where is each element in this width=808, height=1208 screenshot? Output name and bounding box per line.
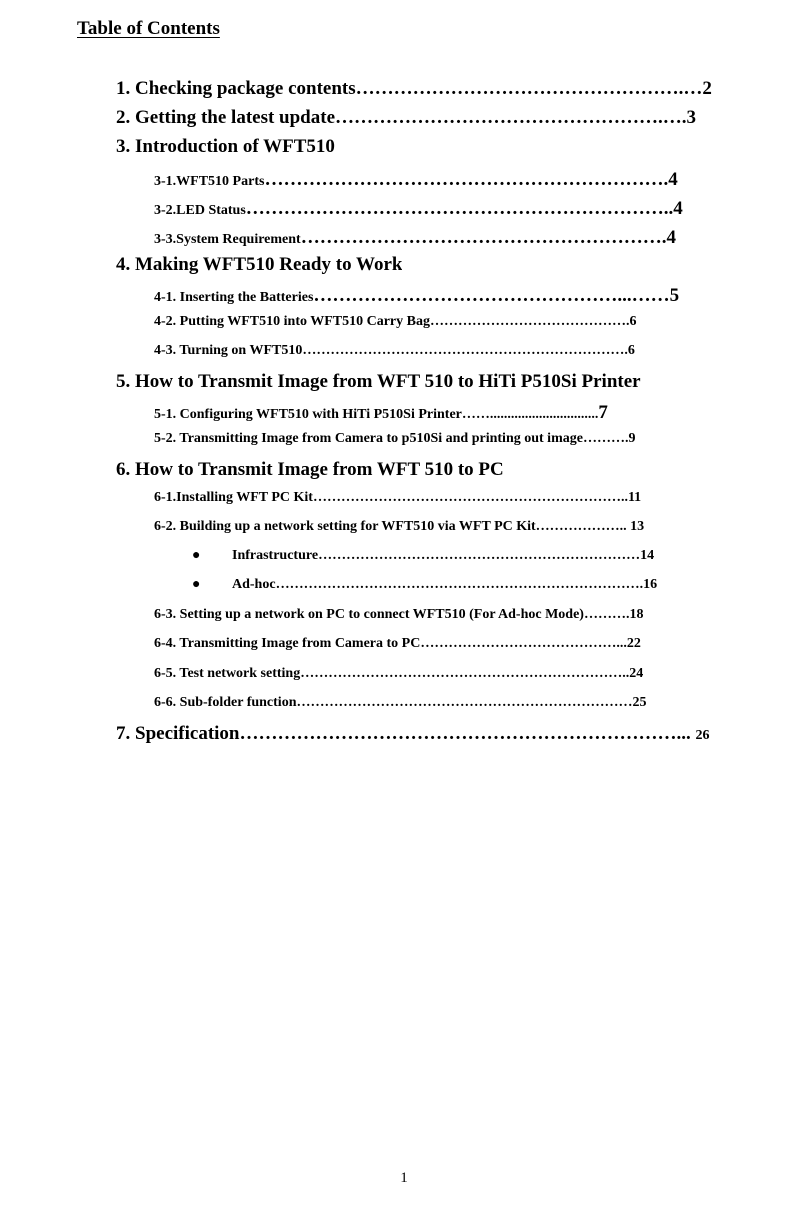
toc-entry-title: 3. Introduction of WFT510 — [116, 136, 335, 157]
toc-entry — [154, 314, 637, 330]
toc-entry — [154, 490, 641, 506]
toc-page-number: 5 — [669, 285, 680, 306]
toc-entry-title: 6-4. Transmitting Image from Camera to PC — [154, 636, 421, 651]
toc-entry-title: 6-6. Sub-folder function — [154, 695, 297, 710]
toc-entry — [154, 695, 646, 711]
toc-leader: ……………….. — [535, 519, 631, 534]
toc-entry-title: 6. How to Transmit Image from WFT 510 to PC — [116, 459, 504, 480]
toc-entry — [116, 723, 710, 745]
toc-page-number: 24 — [629, 666, 644, 681]
toc-page-number: 11 — [627, 490, 642, 505]
toc-entry-title: 3-1.WFT510 Parts — [154, 174, 265, 189]
toc-entry-title: Infrastructure — [232, 548, 319, 563]
toc-entry-title: 4-2. Putting WFT510 into WFT510 Carry Bag — [154, 314, 430, 329]
toc-leader: ……………………………………………………………………. — [275, 577, 644, 592]
toc-entry — [154, 198, 683, 220]
toc-page-number: 2 — [702, 78, 712, 99]
toc-entry-title: 2. Getting the latest update — [116, 107, 336, 128]
toc-page-number: 9 — [628, 431, 636, 446]
toc-page-number: 6 — [627, 343, 635, 358]
toc-entry-title: 7. Specification — [116, 723, 240, 744]
toc-leader: …………………………………………….…. — [335, 107, 687, 128]
page-number: 1 — [400, 1170, 408, 1186]
toc-leader: ………. — [582, 431, 629, 446]
toc-entry-title: 6-2. Building up a network setting for WFT510 via WFT PC Kit — [154, 519, 536, 534]
toc-entry — [154, 519, 644, 535]
toc-entry — [116, 107, 696, 129]
toc-leader: ………………………………………………………….. — [245, 198, 674, 219]
bullet-icon: ● — [192, 577, 201, 592]
toc-entry-title: 1. Checking package contents — [116, 78, 356, 99]
toc-leader: ……………………………………………………………. — [302, 343, 628, 358]
toc-leader: ………. — [583, 607, 630, 622]
toc-heading: Table of Contents — [77, 18, 220, 39]
toc-entry-title: 3-2.LED Status — [154, 203, 246, 218]
toc-page-number: 16 — [643, 577, 658, 592]
toc-entry-title: 5-2. Transmitting Image from Camera to p510Si and printing out image — [154, 431, 583, 446]
toc-entry-title: Ad-hoc — [232, 577, 276, 592]
toc-entry — [154, 285, 679, 307]
toc-entry-title: 6-1.Installing WFT PC Kit — [154, 490, 313, 505]
toc-entry-title: 4. Making WFT510 Ready to Work — [116, 254, 403, 275]
toc-page-number: 26 — [695, 728, 710, 743]
toc-page-number: 4 — [666, 227, 676, 248]
toc-entry — [154, 636, 641, 652]
toc-leader: …………………………………………………………….. — [300, 666, 630, 681]
toc-page-number: 4 — [673, 198, 683, 219]
toc-page-number: 14 — [640, 548, 655, 563]
toc-entry — [154, 402, 608, 424]
toc-page-number: 13 — [630, 519, 645, 534]
toc-leader: ……............................... — [461, 407, 599, 422]
toc-leader: ……………………………………. — [430, 314, 630, 329]
toc-entry-title: 6-5. Test network setting — [154, 666, 301, 681]
toc-leader: …………………………………………….… — [355, 78, 703, 99]
toc-entry — [116, 371, 641, 393]
toc-page-number: 6 — [629, 314, 637, 329]
toc-page-number: 3 — [686, 107, 697, 128]
toc-leader: ……………………………………... — [420, 636, 627, 651]
toc-entry — [116, 254, 402, 276]
toc-page-number: 18 — [629, 607, 644, 622]
toc-entry — [154, 577, 657, 593]
toc-page-number: 25 — [632, 695, 647, 710]
toc-entry — [154, 169, 678, 191]
toc-leader: ………………………………………………………….. — [312, 490, 628, 505]
toc-entry — [154, 548, 654, 564]
toc-entry — [116, 459, 504, 481]
toc-entry — [154, 666, 643, 682]
toc-entry-title: 5-1. Configuring WFT510 with HiTi P510Si Printer — [154, 407, 462, 422]
toc-leader: …………………………………………...…… — [313, 285, 670, 306]
toc-entry-title: 4-1. Inserting the Batteries — [154, 290, 314, 305]
toc-leader: ……………………………………………………………... — [239, 723, 696, 744]
toc-entry — [154, 227, 676, 249]
toc-entry-title: 5. How to Transmit Image from WFT 510 to HiTi P510Si Printer — [116, 371, 641, 392]
toc-page-number: 4 — [668, 169, 678, 190]
toc-entry — [154, 431, 635, 447]
toc-leader: …………………………………………………………… — [318, 548, 641, 563]
toc-page-number: 7 — [598, 402, 608, 423]
toc-leader: ………………………………………………………. — [264, 169, 669, 190]
toc-leader: ……………………………………………………………… — [296, 695, 633, 710]
toc-entry — [116, 136, 335, 158]
toc-page-number: 22 — [626, 636, 641, 651]
toc-entry — [154, 607, 643, 623]
toc-entry — [154, 343, 635, 359]
toc-entry-title: 6-3. Setting up a network on PC to connect WFT510 (For Ad-hoc Mode) — [154, 607, 584, 622]
toc-entry — [116, 78, 712, 100]
toc-leader: …………………………………………………. — [300, 227, 667, 248]
toc-entry-title: 4-3. Turning on WFT510 — [154, 343, 303, 358]
toc-entry-title: 3-3.System Requirement — [154, 232, 301, 247]
bullet-icon: ● — [192, 548, 201, 563]
